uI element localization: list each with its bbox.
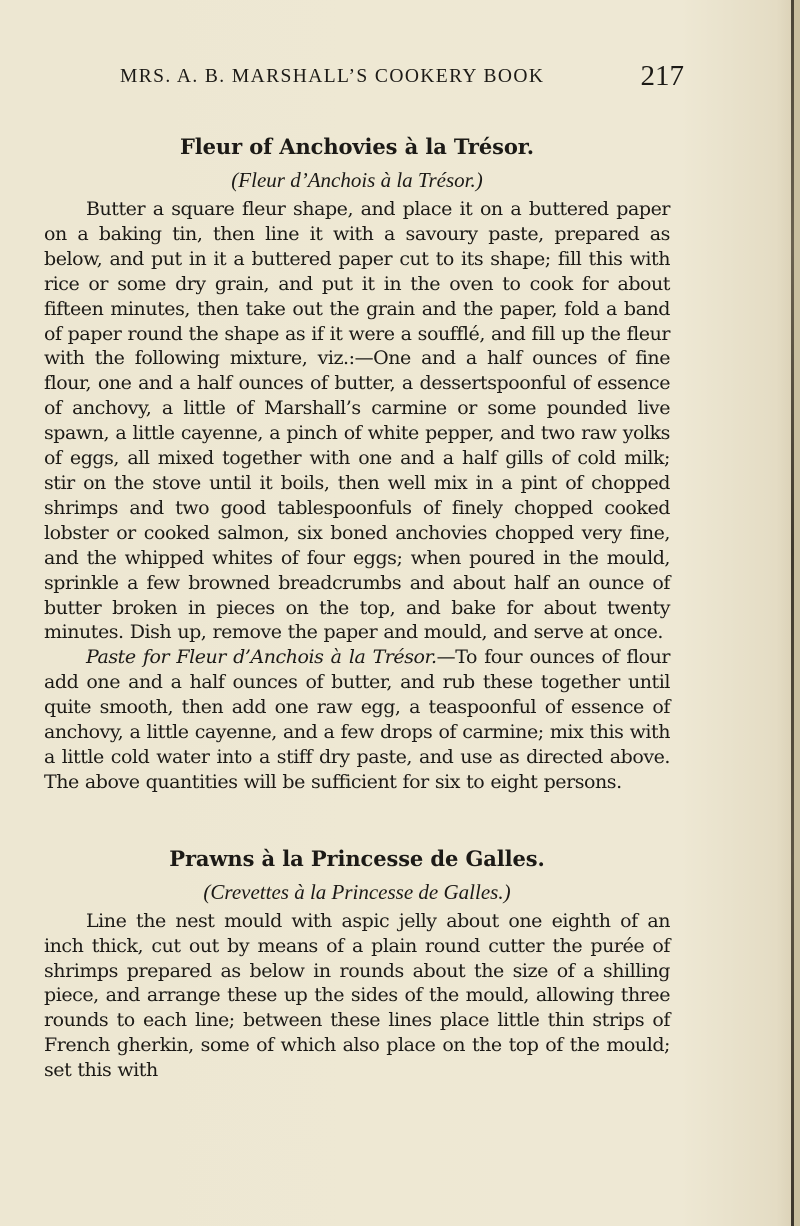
recipe-subtitle: (Fleur d’Anchois à la Trésor.) (231, 168, 483, 192)
recipe-instructions: Line the nest mould with aspic jelly about one eighth of an inch thick, cut out by means of a plain round cutter the purée of shrimps prepared as below in rounds about the size of a shilling piece, and arrange these up the sides of the mould, allowing three rounds to each line; between these lines place little thin strips of French gherkin, some of which also place on the top of the mould; set this with (44, 909, 670, 1082)
recipe-subtitle: (Crevettes à la Princesse de Galles.) (203, 879, 511, 904)
page-header (112, 62, 684, 96)
page-edge (791, 0, 794, 1226)
paste-heading: Paste for Fleur d’Anchois à la Trésor. (86, 646, 437, 669)
recipe-title: Fleur of Anchovies à la Trésor. (179, 134, 535, 159)
recipe-instructions: Butter a square fleur shape, and place it on a buttered paper on a baking tin, then line it with a savoury paste, prepared as below, and put in it a buttered paper cut to its shape; fill this with rice or some dry grain, and put it in the oven to cook for about fifteen minutes, then take out the grain and the paper, fold a band of paper round the shape as if it were a soufflé, and fill up the fleur with the following mixture, viz.:—One and a half ounces of fine flour, one and a half ounces of butter, a dessertspoonful of essence of anchovy, a little of Marshall’s carmine or some pounded live spawn, a little cayenne, a pinch of white pepper, and two raw yolks of eggs, all mixed together with one and a half gills of cold milk; stir on the stove until it boils, then well mix in a pint of chopped shrimps and two good tablespoonfuls of finely chopped cooked lobster or cooked salmon, six boned anchovies chopped very fine, and the whipped whites of four eggs; when poured in the mould, sprinkle a few browned breadcrumbs and about half an ounce of butter broken in pieces on the top, and bake for about twenty minutes. Dish up, remove the paper and mould, and serve at once. (44, 198, 670, 644)
paste-paragraph (44, 645, 670, 794)
recipe-prawns-princesse (44, 845, 670, 1083)
paste-text: —To four ounces of flour add one and a half ounces of butter, and rub these together until quite smooth, then add one raw egg, a teaspoonful of essence of anchovy, a little cayenne, and a few drops of carmine; mix this with a little cold water into a stiff dry paste, and use as directed above. The above quantities will be sufficient for six to eight persons. (44, 646, 670, 793)
recipe-title: Prawns à la Princesse de Galles. (169, 845, 545, 871)
recipe-fleur-of-anchovies (44, 133, 670, 795)
page-number: 217 (640, 60, 684, 92)
running-title: MRS. A. B. MARSHALL’S COOKERY BOOK (120, 66, 545, 87)
page-content (44, 133, 670, 1083)
page-edge-shadow (794, 0, 800, 1226)
